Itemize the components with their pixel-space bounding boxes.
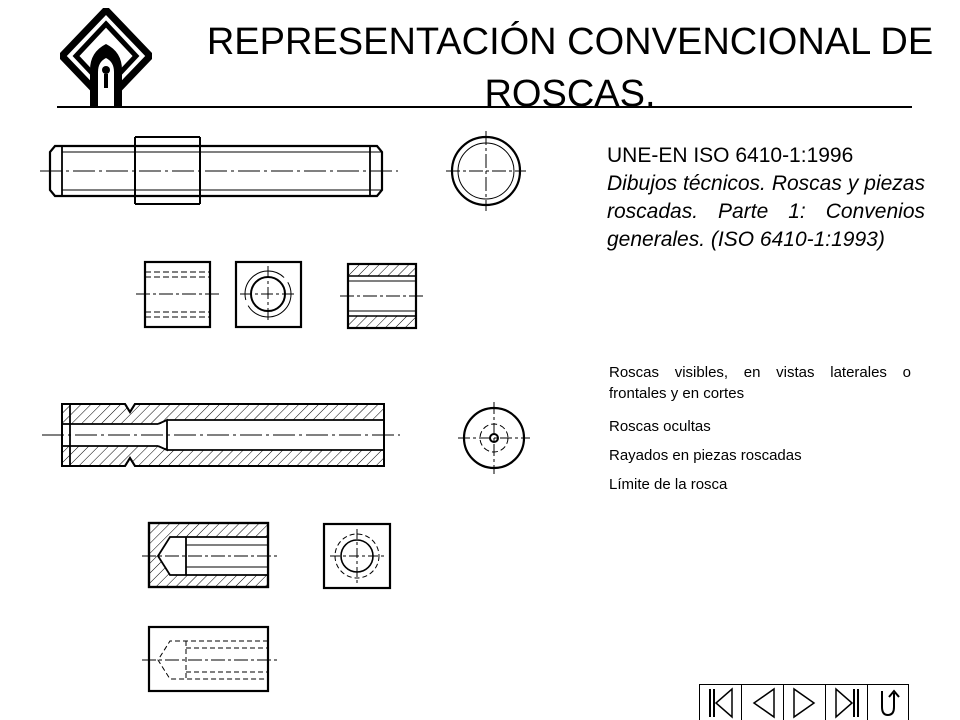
sectioned-thread-view (42, 404, 400, 466)
legend-item: Roscas visibles, en vistas laterales o frontales y en cortes (609, 364, 911, 402)
hidden-blind-hole-view (142, 627, 278, 691)
previous-icon (748, 687, 778, 719)
first-icon (706, 687, 736, 719)
legend-item: Rayados en piezas roscadas (609, 447, 802, 464)
blind-hole-section (142, 523, 390, 588)
legend (609, 362, 911, 503)
last-slide-button[interactable] (825, 684, 867, 720)
previous-slide-button[interactable] (741, 684, 783, 720)
first-slide-button[interactable] (699, 684, 741, 720)
next-slide-button[interactable] (783, 684, 825, 720)
sectioned-thread-end-view (458, 402, 530, 474)
title-line-2: ROSCAS. (484, 73, 656, 115)
standard-code: UNE-EN ISO 6410-1:1996 (607, 144, 854, 167)
legend-item: Roscas ocultas (609, 418, 711, 435)
return-button[interactable] (867, 684, 909, 720)
legend-item: Límite de la rosca (609, 476, 728, 493)
standard-reference (607, 142, 925, 254)
title-line-1: REPRESENTACIÓN CONVENCIONAL DE (206, 21, 934, 63)
internal-thread-views (136, 262, 424, 328)
last-icon (832, 687, 862, 719)
slide-navigation (699, 684, 909, 720)
external-thread-end-view (446, 131, 526, 211)
return-icon (873, 687, 903, 719)
next-icon (790, 687, 820, 719)
external-thread-side-view (40, 137, 398, 204)
standard-description: Dibujos técnicos. Roscas y piezas roscadas. Parte 1: Convenios generales. (ISO 6410-1:1993) (607, 172, 925, 251)
